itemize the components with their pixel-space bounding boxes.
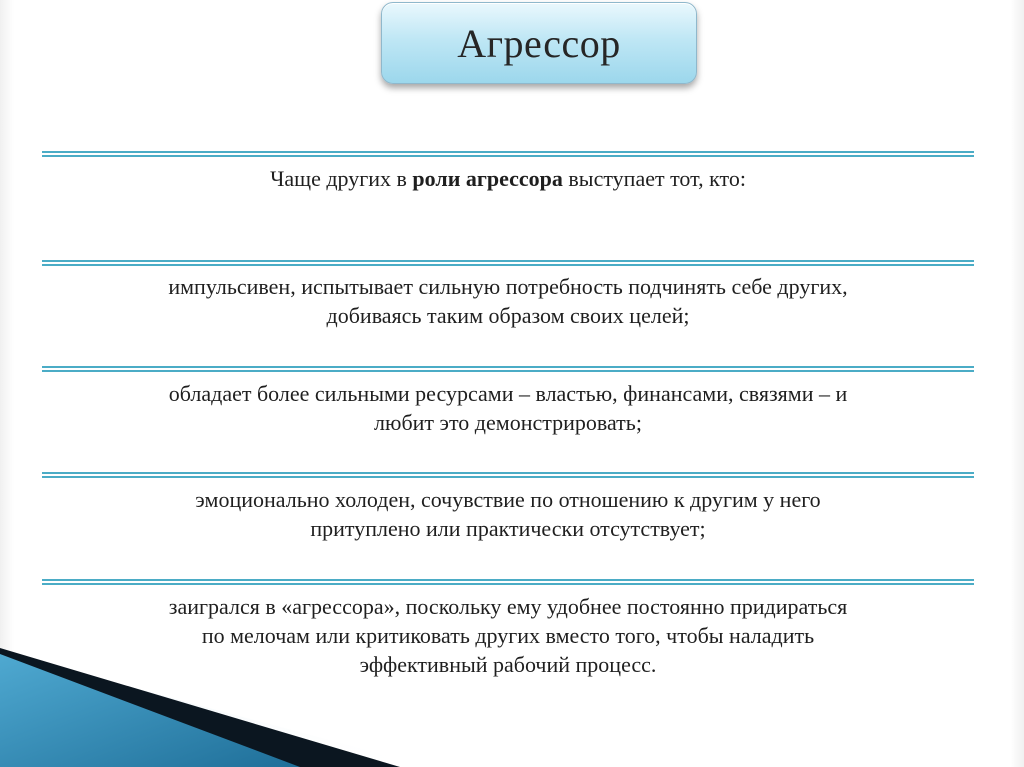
list-item-line: обладает более сильными ресурсами – властью, финансами, связями – и	[168, 381, 848, 406]
slide-title: Агрессор	[457, 20, 621, 66]
list-item-line: импульсивен, испытывает сильную потребность подчинять себе других,	[168, 274, 848, 299]
list-item-line: притуплено или практически отсутствует;	[310, 516, 706, 541]
intro-bold: роли агрессора	[412, 166, 563, 191]
intro-prefix: Чаще других в	[270, 166, 413, 191]
list-item-line: эффективный рабочий процесс.	[359, 652, 657, 677]
list-item-line: заигрался в «агрессора», поскольку ему удобнее постоянно придираться	[168, 594, 848, 619]
list-item-line: любит это демонстрировать;	[374, 410, 642, 435]
list-item-line: эмоционально холоден, сочувствие по отношению к другим у него	[195, 487, 821, 512]
list-item-line: добиваясь таким образом своих целей;	[326, 303, 690, 328]
intro-suffix: выступает тот, кто:	[562, 166, 746, 191]
list-item-line: по мелочам или критиковать других вместо того, чтобы наладить	[201, 623, 815, 648]
